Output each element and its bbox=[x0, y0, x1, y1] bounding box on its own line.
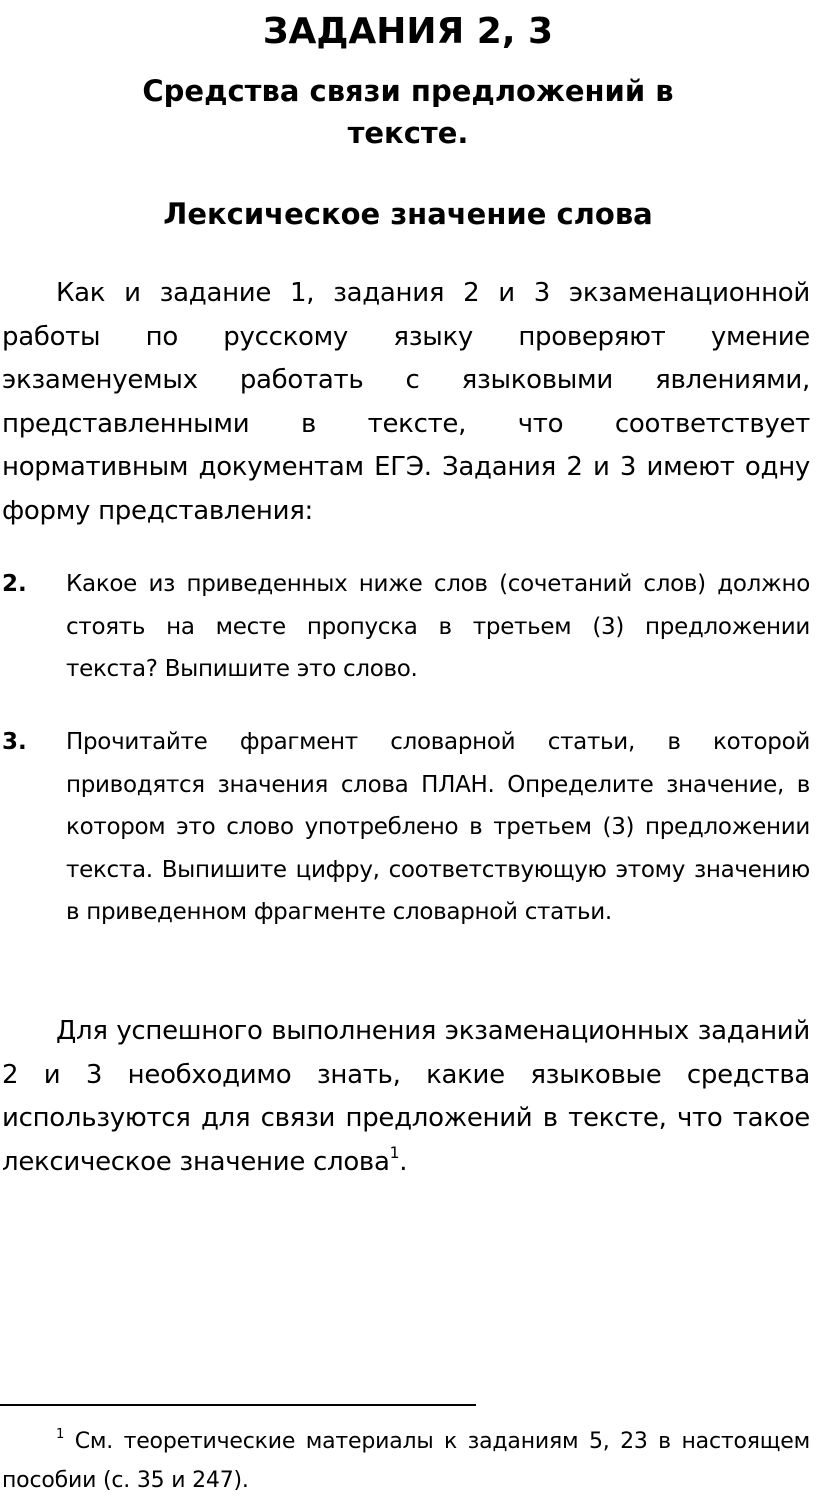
intro-paragraph: Как и задание 1, задания 2 и 3 экзаменационной работы по русскому языку проверяют умение экзаменуемых работать с языковыми явлениями, представленными в тексте, что соответствует нормативным документам ЕГЭ. Задания 2 и 3 имеют одну форму представления: bbox=[2, 278, 810, 526]
section-subtitle-2: Лексическое значение слова bbox=[163, 197, 653, 231]
page-title: ЗАДАНИЯ 2, 3 bbox=[262, 11, 554, 52]
footnote bbox=[2, 1422, 810, 1500]
conclusion-text: Для успешного выполнения экзаменационных заданий 2 и 3 необходимо знать, какие языковые средства используются для связи предложений в тексте, что такое лексическое значение слова bbox=[2, 1016, 810, 1177]
footnote-reference[interactable]: 1 bbox=[389, 1144, 400, 1163]
section-subtitle: Средства связи предложений в тексте. bbox=[142, 74, 674, 150]
conclusion-end: . bbox=[399, 1146, 408, 1177]
task-number: 2. bbox=[2, 571, 27, 597]
footnote-text: См. теоретические материалы к заданиям 5, 23 в настоящем пособии (с. 35 и 247). bbox=[2, 1429, 810, 1493]
footnote-marker: 1 bbox=[56, 1427, 65, 1443]
footnote-divider bbox=[0, 1404, 476, 1406]
task-number: 3. bbox=[2, 729, 27, 755]
conclusion-paragraph bbox=[2, 1010, 810, 1184]
task-text: Прочитайте фрагмент словарной статьи, в которой приводятся значения слова ПЛАН. Определите значение, в котором это слово употреблено в третьем (3) предложении текста. Выпишите цифру, соответствующую этому значению в приведенном фрагменте словарной статьи. bbox=[66, 729, 810, 925]
task-text: Какое из приведенных ниже слов (сочетаний слов) должно стоять на месте пропуска в третьем (3) предложении текста? Выпишите это слово. bbox=[66, 571, 810, 682]
